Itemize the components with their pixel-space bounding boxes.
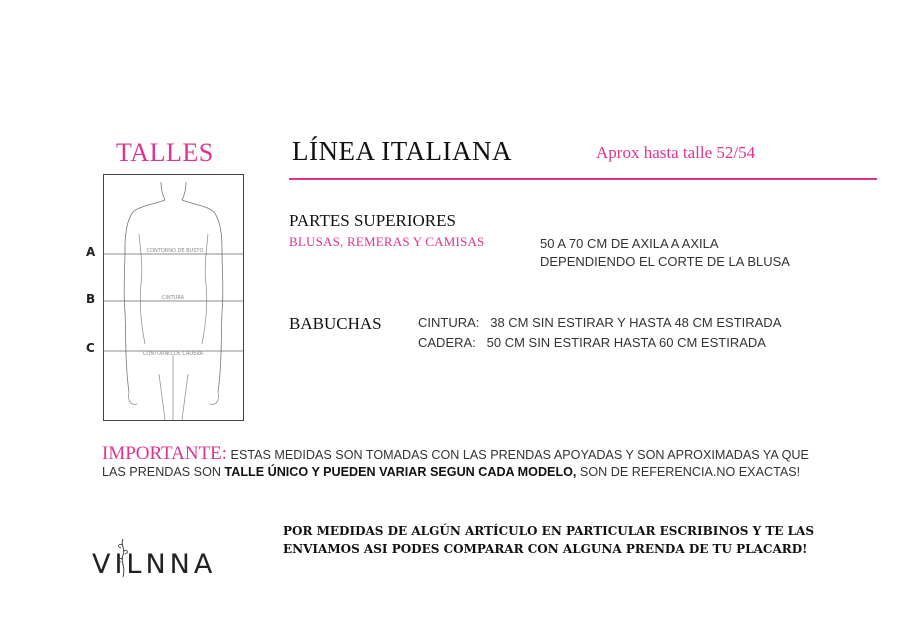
approx-size-text: Aprox hasta talle 52/54 — [596, 143, 756, 162]
tops-subheading: BLUSAS, REMERAS Y CAMISAS — [289, 234, 485, 249]
hip-label: CONTORNO DE CADERA — [142, 351, 204, 357]
tops-measure-line-1: 50 A 70 CM DE AXILA A AXILA — [540, 236, 719, 251]
important-note-line-2 — [102, 465, 800, 479]
footer-note-line-2: ENVIAMOS ASI PODES COMPARAR CON ALGUNA PRENDA DE TU PLACARD! — [283, 542, 808, 556]
babuchas-cintura: CINTURA: 38 CM SIN ESTIRAR Y HASTA 48 CM ESTIRADA — [418, 315, 782, 330]
header-divider — [289, 178, 877, 180]
line-title: LÍNEA ITALIANA — [292, 136, 513, 166]
babuchas-heading: BABUCHAS — [289, 314, 382, 333]
marker-b: B — [86, 292, 96, 306]
important-text-1: ESTAS MEDIDAS SON TOMADAS CON LAS PRENDAS APOYADAS Y SON APROXIMADAS YA QUE — [227, 448, 809, 462]
important-bold-text: TALLE ÚNICO Y PUEDEN VARIAR SEGUN CADA MODELO, — [224, 465, 577, 479]
tops-measure-line-2: DEPENDIENDO EL CORTE DE LA BLUSA — [540, 254, 790, 269]
waist-label: CINTURA — [161, 295, 185, 301]
footer-note-line-1: POR MEDIDAS DE ALGÚN ARTÍCULO EN PARTICULAR ESCRIBINOS Y TE LAS — [283, 524, 815, 538]
important-label: IMPORTANTE: — [102, 443, 228, 464]
marker-c: C — [86, 341, 95, 355]
marker-a: A — [86, 245, 96, 259]
vilnna-logo — [92, 537, 222, 583]
tops-heading: PARTES SUPERIORES — [289, 211, 456, 230]
talles-title: TALLES — [116, 138, 214, 167]
important-note-line-1 — [102, 443, 809, 465]
babuchas-cadera: CADERA: 50 CM SIN ESTIRAR HASTA 60 CM ESTIRADA — [418, 335, 766, 350]
bust-label: CONTORNO DE BUSTO — [146, 248, 204, 254]
important-text-2: LAS PRENDAS SON — [102, 465, 225, 479]
body-measurement-figure — [103, 174, 244, 421]
logo-text: VILNNA — [92, 549, 217, 580]
important-text-3: SON DE REFERENCIA.NO EXACTAS! — [576, 465, 801, 479]
